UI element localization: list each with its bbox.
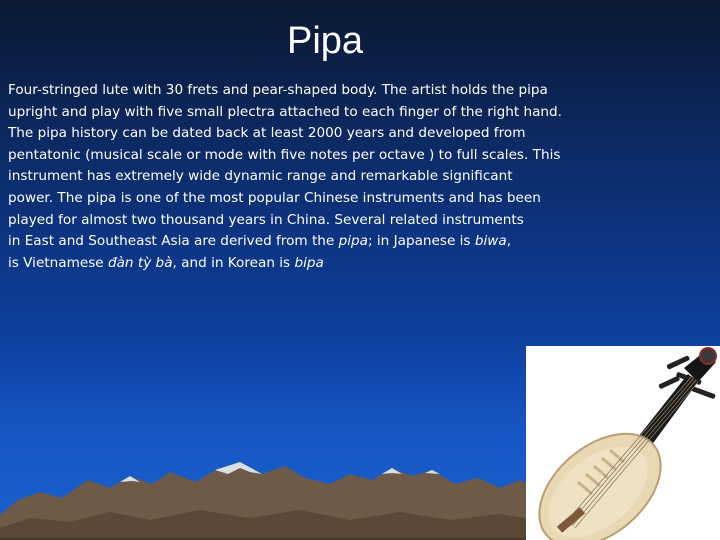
italic-term-bipa: bipa <box>294 254 324 271</box>
text-line: instrument has extremely wide dynamic range and remarkable significant <box>8 168 513 185</box>
text-line: The pipa history can be dated back at least 2000 years and developed from <box>8 125 526 142</box>
italic-term-pipa: pipa <box>338 233 368 250</box>
text-line: pentatonic (musical scale or mode with five notes per octave ) to full scales. This <box>8 146 561 163</box>
text-line: Four-stringed lute with 30 frets and pear-shaped body. The artist holds the pipa <box>8 82 548 98</box>
text-line <box>8 253 608 275</box>
pipa-photo <box>526 346 720 540</box>
pipa-illustration <box>526 346 720 540</box>
text-line: played for almost two thousand years in China. Several related instruments <box>8 211 524 228</box>
italic-term-biwa: biwa <box>474 233 507 250</box>
text-span: ; in Japanese is <box>368 233 475 250</box>
text-span: in East and Southeast Asia are derived from the <box>8 233 339 250</box>
body-paragraph <box>8 80 608 274</box>
text-line <box>8 231 608 253</box>
text-span: , and in Korean is <box>172 254 295 271</box>
text-line: upright and play with five small plectra attached to each finger of the right hand. <box>8 103 562 120</box>
slide-title: Pipa <box>286 20 364 62</box>
text-line: power. The pipa is one of the most popular Chinese instruments and has been <box>8 189 541 206</box>
text-span: , <box>506 233 512 250</box>
italic-term-dan-ty-ba: đàn tỳ bà <box>107 254 173 271</box>
text-span: is Vietnamese <box>8 254 108 271</box>
